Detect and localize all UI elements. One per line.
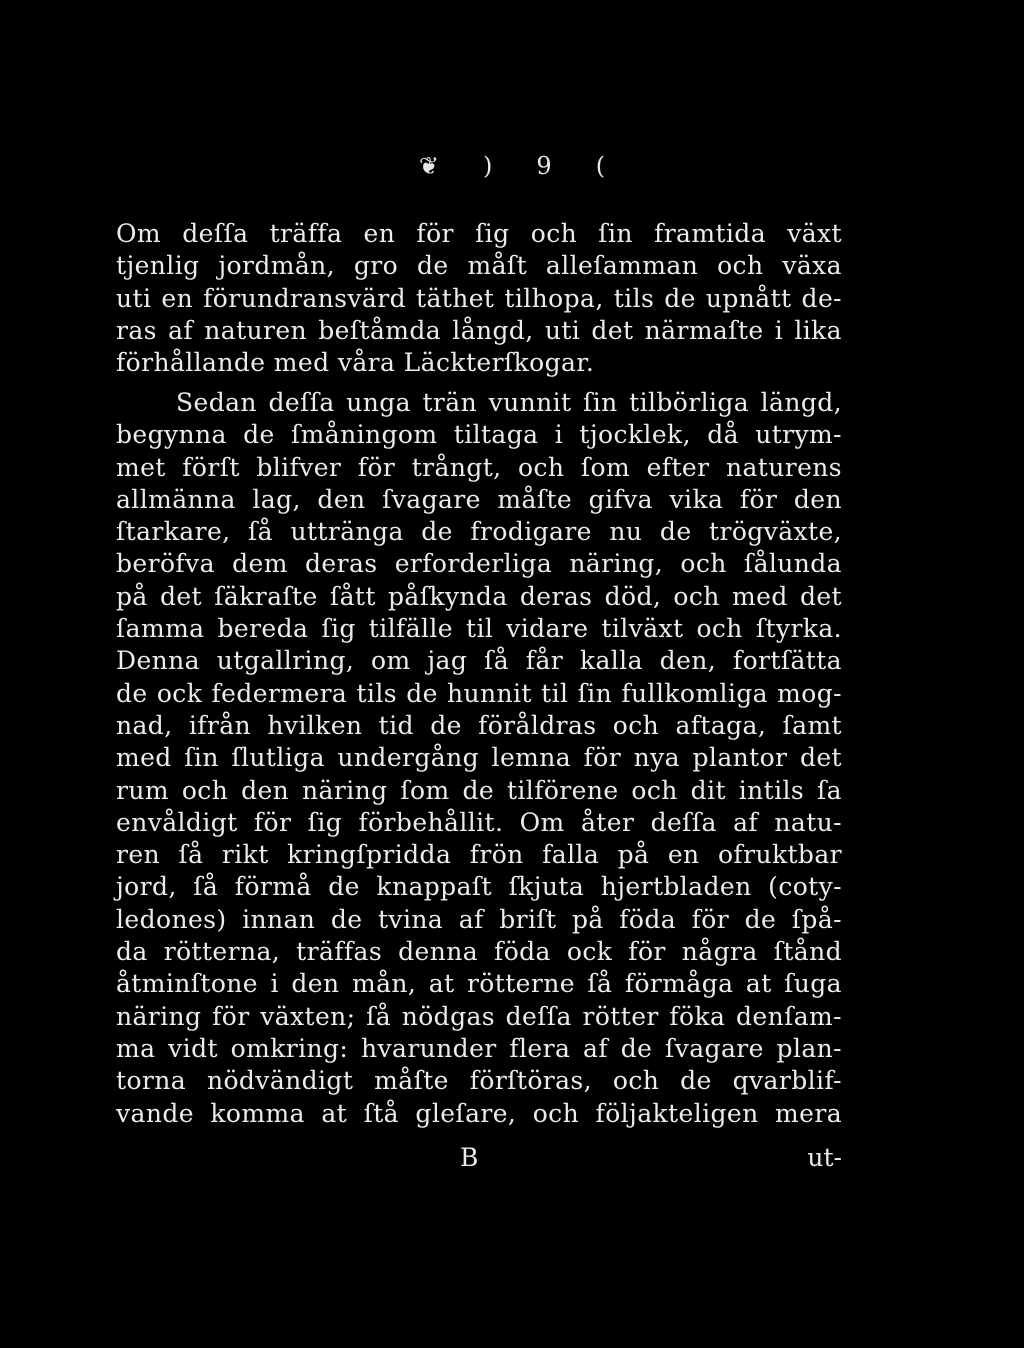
header-right-mark: ( (595, 152, 606, 180)
ornament-icon: ❦ (418, 152, 440, 180)
text-line: Denna utgallring, om jag ſå får kalla den, fortſätta (116, 646, 842, 676)
text-line: met förſt blifver för trångt, och ſom efter naturens (116, 452, 842, 482)
text-line: da rötterna, träffas denna föda ock för några ſtånd (116, 937, 842, 967)
text-line: ledones) innan de tvina af briſt på föda för de ſpå- (116, 904, 842, 934)
text-line: ma vidt omkring: hvarunder flera af de ſvagare plan- (116, 1033, 842, 1063)
text-line: förhållande med våra Läckterſkogar. (116, 348, 595, 378)
text-line: begynna de ſmåningom tiltaga i tjocklek, då utrym- (116, 420, 842, 450)
paragraph-2 (116, 387, 842, 1130)
text-line: ren ſå rikt kringſpridda frön falla på en ofruktbar (116, 840, 842, 870)
text-line: med ſin ſlutliga undergång lemna för nya plantor det (116, 743, 842, 773)
text-line: torna nödvändigt måſte förſtöras, och de qvarblif- (116, 1066, 842, 1096)
text-line: beröfva dem deras erforderliga näring, och ſålunda (116, 549, 842, 579)
text-line: näring för växten; ſå nödgas deſſa rötter föka denſam- (116, 1001, 842, 1031)
text-line: ſtarkare, ſå uttränga de frodigare nu de trögväxte, (116, 517, 842, 547)
text-line: Sedan deſſa unga trän vunnit ſin tilbörliga längd, (176, 388, 842, 417)
page-footer (116, 1142, 842, 1176)
text-line: envåldigt för ſig förbehållit. Om åter deſſa af natu- (116, 807, 842, 837)
text-line: Om deſſa träffa en för ſig och ſin framtida växt (116, 219, 842, 248)
text-line: vande komma at ſtå gleſare, och följakteligen mera (116, 1098, 842, 1128)
text-line: ſamma bereda ſig tilfälle til vidare tilväxt och ſtyrka. (116, 614, 842, 644)
header-left-mark: ) (483, 152, 493, 180)
text-line: nad, ifrån hvilken tid de föråldras och aftaga, ſamt (116, 710, 842, 740)
text-line: jord, ſå förmå de knappaſt ſkjuta hjertbladen (coty- (116, 872, 842, 902)
text-line: ras af naturen beſtåmda långd, uti det närmaſte i lika (116, 315, 842, 345)
text-line: uti en förundransvärd täthet tilhopa, tils de upnått de- (116, 283, 842, 313)
text-line: på det ſäkraſte ſått påſkynda deras död, och med det (116, 581, 842, 611)
catchword: ut- (807, 1143, 842, 1172)
text-line: de ock federmera tils de hunnit til ſin fullkomliga mog- (116, 678, 842, 708)
text-line: åtminſtone i den mån, at rötterne ſå förmåga at ſuga (116, 969, 842, 999)
signature-mark: B (460, 1143, 479, 1172)
text-line: tjenlig jordmån, gro de måſt alleſamman och växa (116, 251, 842, 281)
text-line: rum och den näring ſom de tilförene och dit intils ſa (116, 775, 842, 805)
page-number: 9 (536, 152, 552, 180)
text-line: allmänna lag, den ſvagare måſte gifva vika för den (116, 484, 842, 514)
paragraph-1 (116, 218, 842, 379)
running-header (0, 150, 1024, 182)
